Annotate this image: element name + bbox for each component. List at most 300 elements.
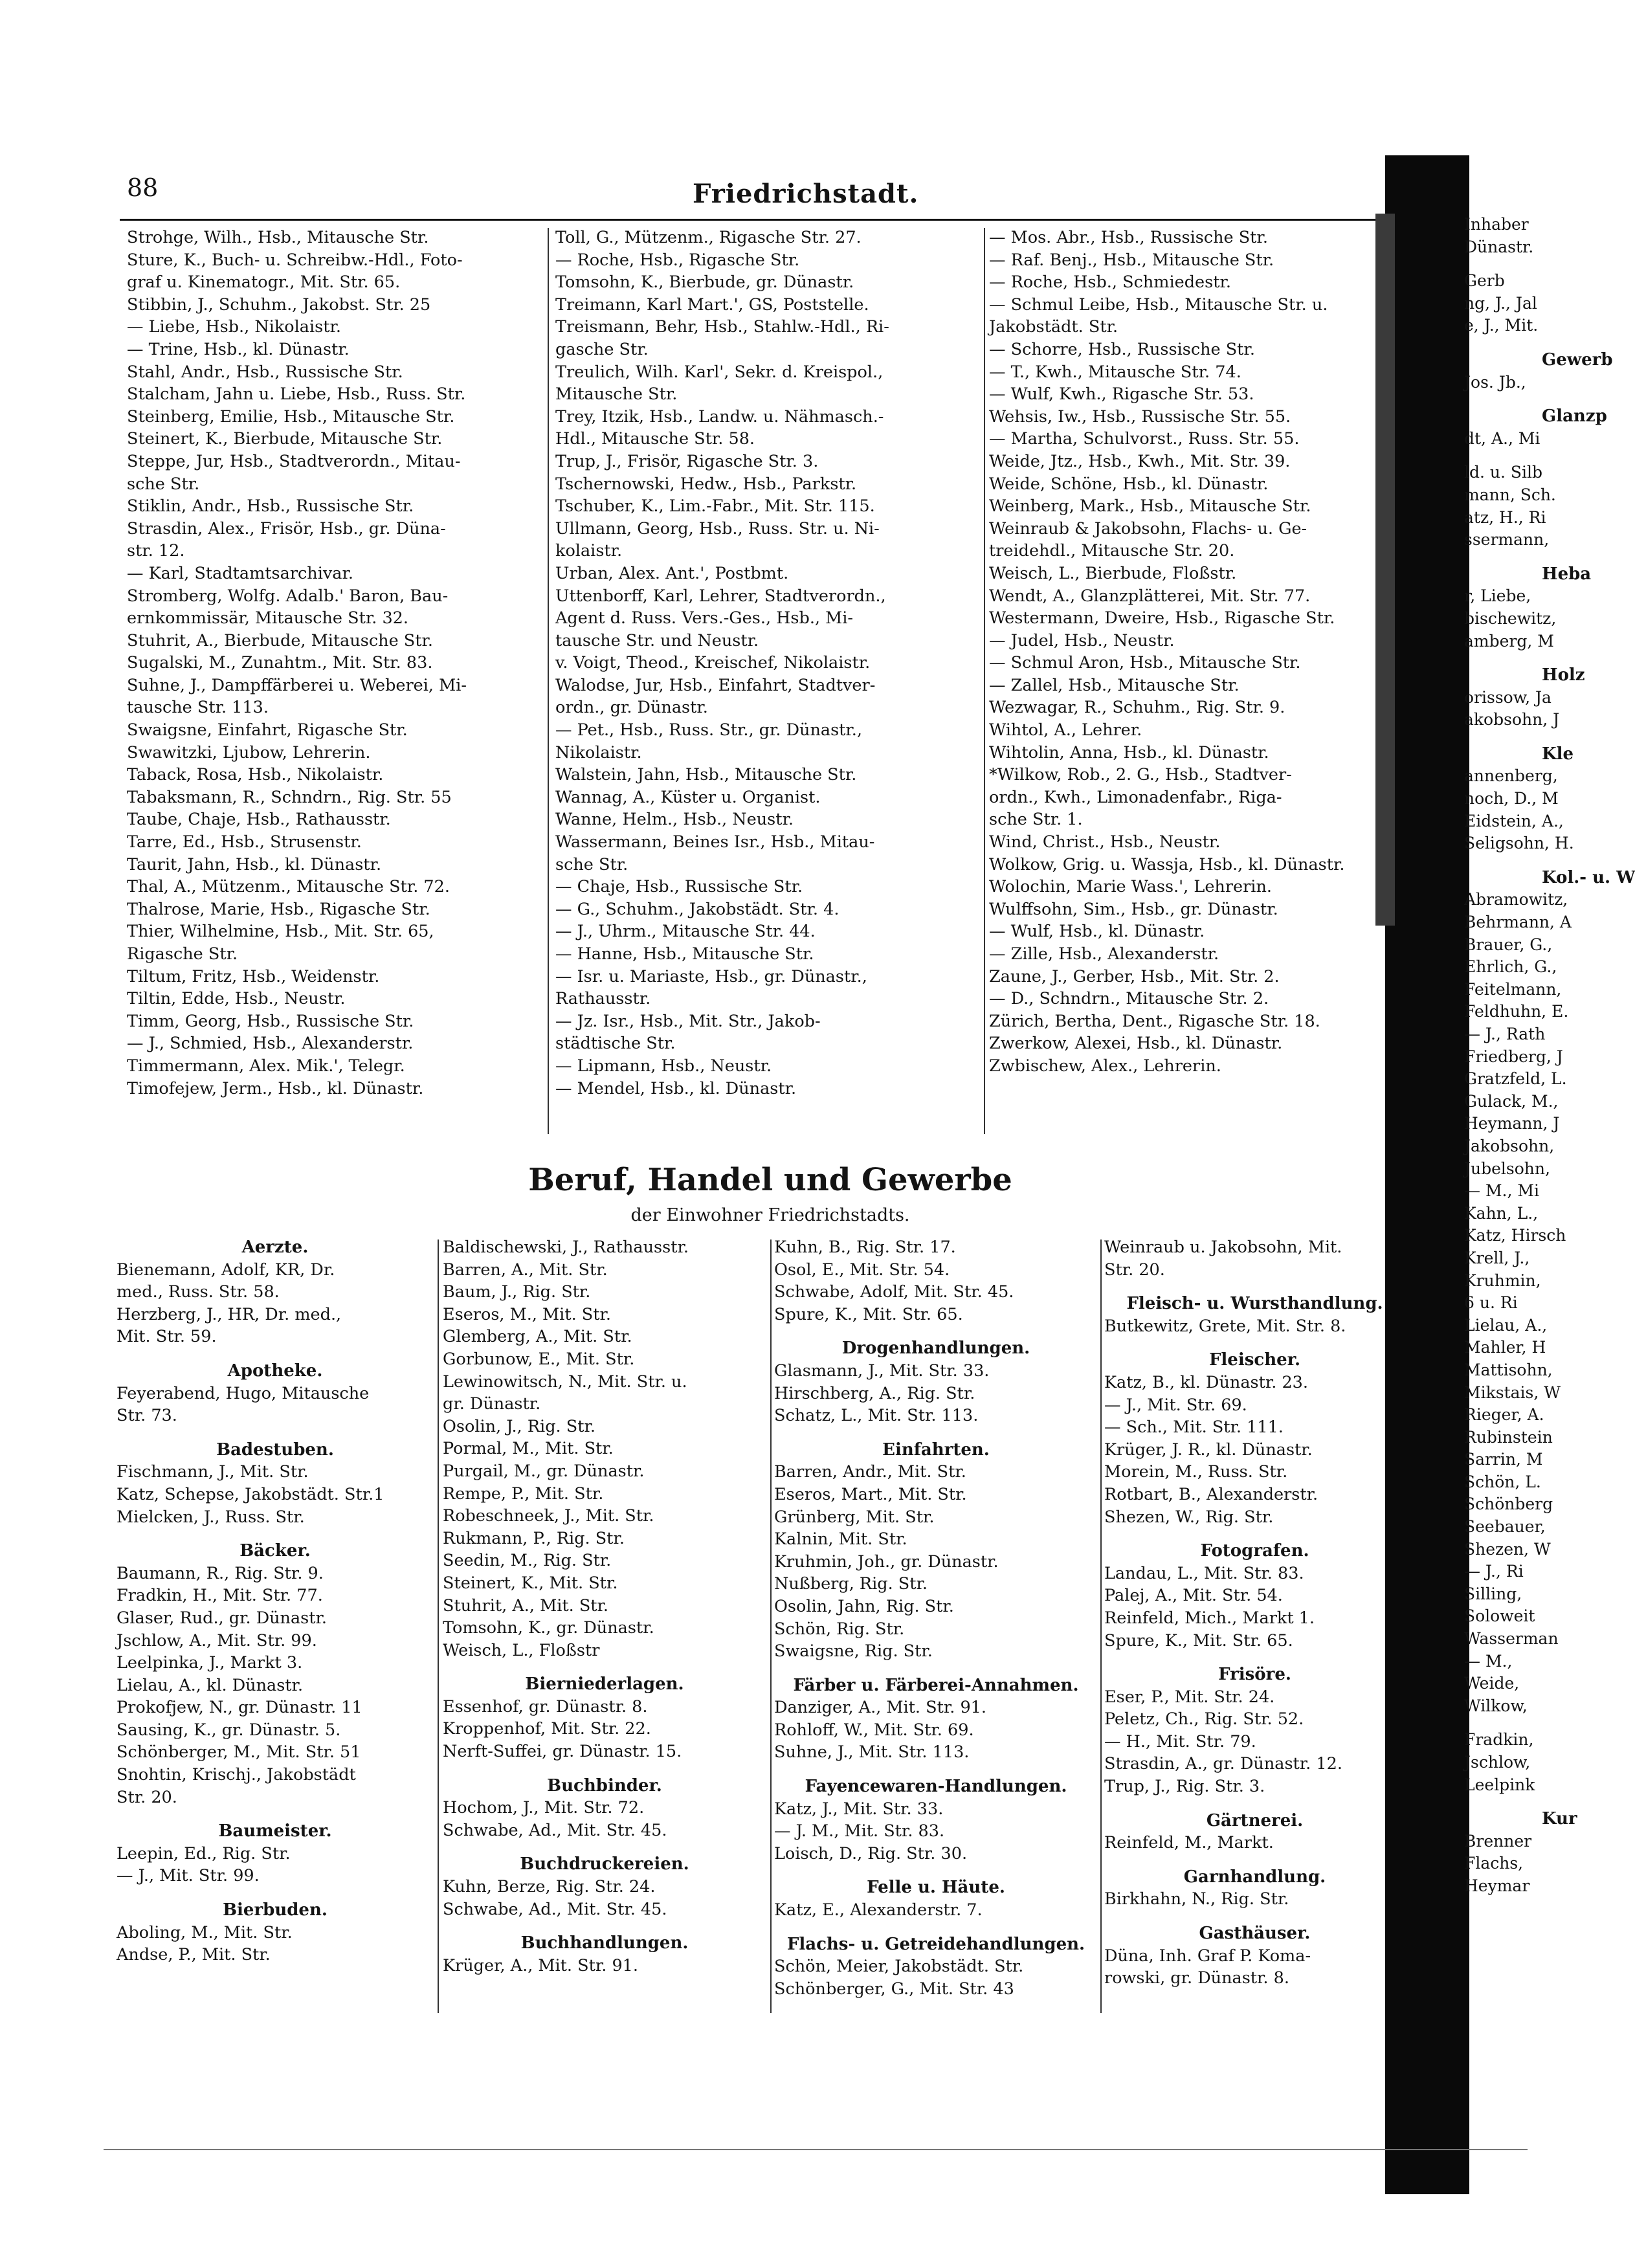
- spacer: [1464, 731, 1605, 743]
- trade-column-1: [117, 1236, 434, 1966]
- directory-entry: Agent d. Russ. Vers.-Ges., Hsb., Mi-: [555, 608, 854, 628]
- listing-entry: Jschlow,: [1464, 1753, 1531, 1772]
- column-divider: [984, 228, 985, 1134]
- listing-entry: mann, Sch.: [1464, 485, 1556, 504]
- bottom-edge-line: [104, 2149, 1528, 2150]
- listing-entry: Lewinowitsch, N., Mit. Str. u.: [443, 1372, 687, 1392]
- directory-entry: Toll, G., Mützenm., Rigasche Str. 27.: [555, 228, 862, 247]
- directory-entry: Stromberg, Wolfg. Adalb.' Baron, Bau-: [127, 586, 449, 606]
- directory-entry: — Schorre, Hsb., Russische Str.: [989, 339, 1255, 359]
- spacer: [1464, 450, 1605, 461]
- listing-entry: Tomsohn, K., gr. Dünastr.: [443, 1618, 654, 1638]
- category-heading: Gewerb: [1542, 350, 1613, 370]
- spacer: [1464, 855, 1605, 867]
- spacer: [1464, 258, 1605, 270]
- listing-entry: Krüger, J. R., kl. Dünastr.: [1104, 1440, 1313, 1460]
- listing-entry: Baldischewski, J., Rathausstr.: [443, 1238, 689, 1257]
- listing-entry: Nußberg, Rig. Str.: [774, 1574, 928, 1594]
- listing-entry: Glasmann, J., Mit. Str. 33.: [774, 1361, 990, 1381]
- category-heading: Drogenhandlungen.: [841, 1339, 1030, 1359]
- directory-entry: ernkommissär, Mitausche Str. 32.: [127, 608, 408, 628]
- listing-entry: Snohtin, Krischj., Jakobstädt: [117, 1765, 356, 1785]
- category-heading: Bäcker.: [239, 1541, 311, 1561]
- directory-entry: Thal, A., Mützenm., Mitausche Str. 72.: [127, 877, 450, 897]
- listing-entry: orissow, Ja: [1464, 687, 1552, 707]
- category-heading: Heba: [1542, 564, 1592, 584]
- listing-entry: Kruhmin,: [1464, 1271, 1541, 1290]
- listing-entry: Schön, Rig. Str.: [774, 1619, 905, 1639]
- directory-entry: — G., Schuhm., Jakobstädt. Str. 4.: [555, 899, 840, 919]
- category-heading: Gärtnerei.: [1206, 1810, 1304, 1830]
- directory-entry: Walodse, Jur, Hsb., Einfahrt, Stadtver-: [555, 675, 876, 695]
- directory-entry: Strohge, Wilh., Hsb., Mitausche Str.: [127, 228, 429, 247]
- listing-entry: Dünastr.: [1464, 237, 1534, 256]
- resident-column-2: [555, 227, 983, 1100]
- directory-entry: treidehdl., Mitausche Str. 20.: [989, 541, 1235, 561]
- directory-entry: — Karl, Stadtamtsarchivar.: [127, 563, 353, 583]
- spacer: [774, 1865, 1098, 1876]
- listing-entry: Baumann, R., Rig. Str. 9.: [117, 1563, 324, 1583]
- directory-entry: Wendt, A., Glanzplätterei, Mit. Str. 77.: [989, 586, 1311, 606]
- listing-entry: Landau, L., Mit. Str. 83.: [1104, 1563, 1304, 1583]
- directory-entry: Wulffsohn, Sim., Hsb., gr. Dünastr.: [989, 899, 1278, 919]
- listing-entry: Fradkin, H., Mit. Str. 77.: [117, 1586, 323, 1606]
- listing-entry: Rotbart, B., Alexanderstr.: [1104, 1484, 1318, 1504]
- adjacent-page-fragment: [1464, 214, 1635, 1935]
- listing-entry: Str. 73.: [117, 1406, 177, 1426]
- listing-entry: Kuhn, B., Rig. Str. 17.: [774, 1238, 956, 1257]
- directory-entry: — Raf. Benj., Hsb., Mitausche Str.: [989, 250, 1274, 270]
- directory-entry: Westermann, Dweire, Hsb., Rigasche Str.: [989, 608, 1335, 628]
- listing-entry: Gorbunow, E., Mit. Str.: [443, 1349, 635, 1369]
- listing-entry: Leelpinka, J., Markt 3.: [117, 1653, 303, 1673]
- spacer: [774, 1922, 1098, 1933]
- directory-entry: — Hanne, Hsb., Mitausche Str.: [555, 944, 814, 964]
- listing-entry: Baum, J., Rig. Str.: [443, 1282, 591, 1302]
- listing-entry: Kalnin, Mit. Str.: [774, 1529, 907, 1550]
- directory-entry: — Chaje, Hsb., Russische Str.: [555, 877, 803, 897]
- listing-entry: Jubelsohn,: [1464, 1159, 1550, 1178]
- directory-entry: Suhne, J., Dampffärberei u. Weberei, Mi-: [127, 675, 467, 695]
- listing-entry: Gulack, M.,: [1464, 1091, 1559, 1111]
- spacer: [774, 1764, 1098, 1775]
- listing-entry: Reinfeld, M., Markt.: [1104, 1833, 1274, 1853]
- listing-entry: Eser, P., Mit. Str. 24.: [1104, 1687, 1275, 1707]
- listing-entry: Lielau, A., kl. Dünastr.: [117, 1675, 304, 1695]
- listing-entry: r, Liebe,: [1464, 586, 1531, 606]
- directory-entry: — Trine, Hsb., kl. Dünastr.: [127, 339, 350, 359]
- directory-entry: tausche Str. 113.: [127, 698, 269, 718]
- spacer: [443, 1763, 766, 1775]
- listing-entry: Palej, A., Mit. Str. 54.: [1104, 1586, 1283, 1606]
- column-divider: [438, 1240, 439, 2013]
- listing-entry: atz, H., Ri: [1464, 507, 1546, 527]
- directory-entry: — Roche, Hsb., Rigasche Str.: [555, 250, 800, 270]
- listing-entry: med., Russ. Str. 58.: [117, 1282, 280, 1302]
- listing-entry: Aboling, M., Mit. Str.: [117, 1922, 293, 1942]
- listing-entry: Jos. Jb.,: [1464, 372, 1526, 392]
- listing-entry: Reinfeld, Mich., Markt 1.: [1104, 1608, 1315, 1628]
- spacer: [443, 1920, 766, 1932]
- trade-column-3: [774, 1236, 1098, 2000]
- listing-entry: Gratzfeld, L.: [1464, 1069, 1567, 1089]
- bleed-through-shadow: [1375, 214, 1395, 926]
- category-heading: Holz: [1542, 665, 1585, 685]
- directory-entry: *Wilkow, Rob., 2. G., Hsb., Stadtver-: [989, 765, 1292, 785]
- listing-entry: Mikstais, W: [1464, 1383, 1561, 1402]
- listing-entry: Jschlow, A., Mit. Str. 99.: [117, 1630, 317, 1651]
- listing-entry: — J., Ri: [1464, 1562, 1524, 1581]
- listing-entry: Purgail, M., gr. Dünastr.: [443, 1461, 645, 1481]
- listing-entry: — M., Mi: [1464, 1181, 1539, 1201]
- directory-entry: Treismann, Behr, Hsb., Stahlw.-Hdl., Ri-: [555, 317, 889, 337]
- listing-entry: Kroppenhof, Mit. Str. 22.: [443, 1719, 651, 1739]
- spacer: [774, 1427, 1098, 1439]
- directory-entry: sche Str.: [555, 854, 628, 874]
- category-heading: Flachs- u. Getreidehandlungen.: [786, 1934, 1085, 1954]
- directory-entry: Zürich, Bertha, Dent., Rigasche Str. 18.: [989, 1011, 1320, 1031]
- listing-entry: gr. Dünastr.: [443, 1394, 541, 1414]
- listing-entry: Weide,: [1464, 1674, 1520, 1693]
- listing-entry: Schönberger, G., Mit. Str. 43: [774, 1979, 1014, 1999]
- directory-entry: städtische Str.: [555, 1034, 676, 1054]
- directory-entry: Swaigsne, Einfahrt, Rigasche Str.: [127, 720, 408, 740]
- category-heading: Apotheke.: [227, 1361, 323, 1381]
- spacer: [1464, 551, 1605, 563]
- listing-entry: Schön, Meier, Jakobstädt. Str.: [774, 1957, 1024, 1977]
- section-title: Beruf, Handel und Gewerbe: [528, 1162, 1012, 1198]
- listing-entry: Schwabe, Adolf, Mit. Str. 45.: [774, 1282, 1014, 1302]
- directory-entry: str. 12.: [127, 541, 185, 561]
- spacer: [1104, 1854, 1405, 1866]
- listing-entry: Butkewitz, Grete, Mit. Str. 8.: [1104, 1316, 1346, 1336]
- category-heading: Garnhandlung.: [1183, 1867, 1326, 1887]
- listing-entry: Kahn, L.,: [1464, 1203, 1539, 1223]
- listing-entry: Mattisohn,: [1464, 1360, 1553, 1379]
- directory-entry: Tabaksmann, R., Schndrn., Rig. Str. 55: [127, 787, 452, 807]
- directory-entry: Wassermann, Beines Isr., Hsb., Mitau-: [555, 832, 875, 852]
- trade-column-4: [1104, 1236, 1405, 1990]
- spacer: [117, 1348, 434, 1360]
- listing-entry: Düna, Inh. Graf P. Koma-: [1104, 1946, 1311, 1966]
- listing-entry: Glaser, Rud., gr. Dünastr.: [117, 1608, 328, 1628]
- category-heading: Fleischer.: [1208, 1350, 1301, 1370]
- category-heading: Kur: [1542, 1809, 1577, 1829]
- listing-entry: Heymann, J: [1464, 1114, 1560, 1133]
- directory-entry: Wihtol, A., Lehrer.: [989, 720, 1142, 740]
- directory-entry: tausche Str. und Neustr.: [555, 630, 759, 650]
- category-heading: Glanzp: [1542, 406, 1607, 427]
- listing-entry: Stuhrit, A., Mit. Str.: [443, 1595, 609, 1616]
- listing-entry: Katz, B., kl. Dünastr. 23.: [1104, 1372, 1309, 1392]
- directory-entry: Stahl, Andr., Hsb., Russische Str.: [127, 362, 403, 382]
- listing-entry: Pormal, M., Mit. Str.: [443, 1439, 614, 1459]
- directory-entry: Wind, Christ., Hsb., Neustr.: [989, 832, 1221, 852]
- directory-entry: Treimann, Karl Mart.', GS, Poststelle.: [555, 295, 869, 315]
- directory-entry: — D., Schndrn., Mitausche Str. 2.: [989, 989, 1269, 1009]
- category-heading: Felle u. Häute.: [867, 1878, 1005, 1898]
- listing-entry: Prokofjew, N., gr. Dünastr. 11: [117, 1698, 362, 1718]
- column-divider: [548, 228, 549, 1134]
- listing-entry: Jakobsohn,: [1464, 1136, 1555, 1155]
- listing-entry: — J. M., Mit. Str. 83.: [774, 1821, 945, 1841]
- category-heading: Kol.- u. W: [1542, 867, 1635, 887]
- directory-entry: Stibbin, J., Schuhm., Jakobst. Str. 25: [127, 295, 431, 315]
- listing-entry: rowski, gr. Dünastr. 8.: [1104, 1968, 1289, 1988]
- listing-entry: bischewitz,: [1464, 608, 1557, 628]
- listing-entry: Hirschberg, A., Rig. Str.: [774, 1383, 975, 1403]
- directory-entry: — Liebe, Hsb., Nikolaistr.: [127, 317, 341, 337]
- directory-entry: — Lipmann, Hsb., Neustr.: [555, 1056, 772, 1076]
- directory-entry: — Pet., Hsb., Russ. Str., gr. Dünastr.,: [555, 720, 863, 740]
- listing-entry: amberg, M: [1464, 631, 1554, 650]
- directory-entry: Wolochin, Marie Wass.', Lehrerin.: [989, 877, 1272, 897]
- listing-entry: Sarrin, M: [1464, 1450, 1543, 1469]
- category-heading: Aerzte.: [241, 1238, 309, 1257]
- listing-entry: Silling,: [1464, 1584, 1522, 1603]
- directory-entry: Tschernowski, Hedw., Hsb., Parkstr.: [555, 474, 857, 494]
- listing-entry: ld. u. Silb: [1464, 463, 1543, 482]
- directory-entry: Wehsis, Iw., Hsb., Russische Str. 55.: [989, 406, 1291, 427]
- directory-entry: Uttenborff, Karl, Lehrer, Stadtverordn.,: [555, 586, 886, 606]
- directory-entry: — Wulf, Kwh., Rigasche Str. 53.: [989, 384, 1254, 405]
- category-heading: Gasthäuser.: [1199, 1924, 1311, 1944]
- spacer: [1464, 1717, 1605, 1729]
- directory-entry: ordn., gr. Dünastr.: [555, 698, 708, 718]
- listing-entry: Lielau, A.,: [1464, 1315, 1548, 1335]
- directory-entry: Tiltum, Fritz, Hsb., Weidenstr.: [127, 966, 380, 986]
- listing-entry: Robeschneek, J., Mit. Str.: [443, 1506, 654, 1526]
- directory-entry: Steppe, Jur, Hsb., Stadtverordn., Mitau-: [127, 451, 461, 471]
- listing-entry: Schwabe, Ad., Mit. Str. 45.: [443, 1820, 667, 1840]
- directory-entry: — Zallel, Hsb., Mitausche Str.: [989, 675, 1240, 695]
- category-heading: Frisöre.: [1218, 1665, 1291, 1685]
- listing-entry: Schönberg: [1464, 1495, 1553, 1514]
- category-heading: Bierbuden.: [223, 1900, 328, 1920]
- directory-entry: Zaune, J., Gerber, Hsb., Mit. Str. 2.: [989, 966, 1280, 986]
- listing-entry: — J., Rath: [1464, 1025, 1546, 1043]
- listing-entry: Str. 20.: [117, 1787, 177, 1807]
- listing-entry: ng, J., Jal: [1464, 293, 1537, 313]
- column-divider: [1100, 1240, 1102, 2013]
- listing-entry: Schatz, L., Mit. Str. 113.: [774, 1406, 979, 1426]
- listing-entry: — Sch., Mit. Str. 111.: [1104, 1418, 1284, 1438]
- category-heading: Fleisch- u. Wursthandlung.: [1126, 1294, 1383, 1314]
- listing-entry: Katz, J., Mit. Str. 33.: [774, 1799, 944, 1819]
- listing-entry: Flachs,: [1464, 1854, 1524, 1873]
- listing-entry: Barren, A., Mit. Str.: [443, 1260, 608, 1280]
- directory-entry: Steinberg, Emilie, Hsb., Mitausche Str.: [127, 406, 455, 427]
- listing-entry: Inhaber: [1464, 215, 1529, 234]
- directory-entry: Mitausche Str.: [555, 384, 678, 405]
- listing-entry: Leepin, Ed., Rig. Str.: [117, 1843, 291, 1863]
- listing-entry: Steinert, K., Mit. Str.: [443, 1573, 618, 1593]
- listing-entry: Glemberg, A., Mit. Str.: [443, 1327, 632, 1347]
- listing-entry: Seligsohn, H.: [1464, 834, 1574, 853]
- listing-entry: Rohloff, W., Mit. Str. 69.: [774, 1720, 974, 1740]
- directory-entry: Wannag, A., Küster u. Organist.: [555, 787, 821, 807]
- directory-entry: — J., Schmied, Hsb., Alexanderstr.: [127, 1034, 414, 1054]
- listing-entry: Feldhuhn, E.: [1464, 1002, 1569, 1021]
- listing-entry: Krüger, A., Mit. Str. 91.: [443, 1955, 639, 1975]
- directory-entry: kolaistr.: [555, 541, 623, 561]
- directory-entry: Walstein, Jahn, Hsb., Mitausche Str.: [555, 765, 857, 785]
- directory-entry: Wezwagar, R., Schuhm., Rig. Str. 9.: [989, 698, 1285, 718]
- directory-entry: Stalcham, Jahn u. Liebe, Hsb., Russ. Str.: [127, 384, 466, 405]
- directory-entry: Tiltin, Edde, Hsb., Neustr.: [127, 989, 346, 1009]
- listing-entry: Mit. Str. 59.: [117, 1327, 217, 1347]
- listing-entry: Heymar: [1464, 1876, 1530, 1895]
- listing-entry: Spure, K., Mit. Str. 65.: [774, 1304, 963, 1324]
- listing-entry: — M.,: [1464, 1651, 1513, 1671]
- listing-entry: Behrmann, A: [1464, 913, 1572, 932]
- category-heading: Fotografen.: [1200, 1541, 1309, 1561]
- listing-entry: Danziger, A., Mit. Str. 91.: [774, 1698, 987, 1718]
- directory-entry: Hdl., Mitausche Str. 58.: [555, 429, 755, 449]
- listing-entry: Seedin, M., Rig. Str.: [443, 1551, 612, 1571]
- listing-entry: Rempe, P., Mit. Str.: [443, 1484, 604, 1504]
- directory-entry: Weinberg, Mark., Hsb., Mitausche Str.: [989, 496, 1311, 517]
- directory-entry: Wihtolin, Anna, Hsb., kl. Dünastr.: [989, 742, 1269, 762]
- directory-entry: graf u. Kinematogr., Mit. Str. 65.: [127, 272, 401, 293]
- listing-entry: Fischmann, J., Mit. Str.: [117, 1462, 309, 1482]
- listing-entry: Rieger, A.: [1464, 1405, 1544, 1425]
- listing-entry: Bienemann, Adolf, KR, Dr.: [117, 1260, 335, 1280]
- listing-entry: Schwabe, Ad., Mit. Str. 45.: [443, 1899, 667, 1919]
- directory-entry: Tarre, Ed., Hsb., Strusenstr.: [127, 832, 362, 852]
- listing-entry: akobsohn, J: [1464, 710, 1560, 729]
- bleed-through-band: [1385, 155, 1469, 2194]
- listing-entry: Feyerabend, Hugo, Mitausche: [117, 1383, 370, 1403]
- spacer: [117, 1887, 434, 1899]
- directory-entry: Nikolaistr.: [555, 742, 642, 762]
- listing-entry: Essenhof, gr. Dünastr. 8.: [443, 1696, 648, 1717]
- listing-entry: Brauer, G.,: [1464, 935, 1553, 954]
- listing-entry: Morein, M., Russ. Str.: [1104, 1462, 1288, 1482]
- category-heading: Buchbinder.: [547, 1775, 662, 1796]
- spacer: [1104, 1652, 1405, 1663]
- directory-entry: Trup, J., Frisör, Rigasche Str. 3.: [555, 451, 819, 471]
- listing-entry: dt, A., Mi: [1464, 428, 1540, 448]
- listing-entry: Kruhmin, Joh., gr. Dünastr.: [774, 1551, 999, 1572]
- trade-column-2: [443, 1236, 766, 1977]
- listing-entry: Wasserman: [1464, 1629, 1559, 1649]
- listing-entry: Gerb: [1464, 271, 1505, 291]
- directory-entry: Taurit, Jahn, Hsb., kl. Dünastr.: [127, 854, 382, 874]
- listing-entry: Herzberg, J., HR, Dr. med.,: [117, 1304, 342, 1324]
- directory-entry: Treulich, Wilh. Karl', Sekr. d. Kreispol.,: [555, 362, 884, 382]
- directory-entry: — Jz. Isr., Hsb., Mit. Str., Jakob-: [555, 1011, 821, 1031]
- listing-entry: Swaigsne, Rig. Str.: [774, 1641, 933, 1662]
- directory-entry: Wanne, Helm., Hsb., Neustr.: [555, 810, 794, 830]
- directory-entry: — Judel, Hsb., Neustr.: [989, 630, 1175, 650]
- spacer: [117, 1528, 434, 1540]
- listing-entry: noch, D., M: [1464, 789, 1559, 808]
- spacer: [1104, 1911, 1405, 1922]
- directory-entry: Stiklin, Andr., Hsb., Russische Str.: [127, 496, 414, 517]
- directory-entry: Weide, Schöne, Hsb., kl. Dünastr.: [989, 474, 1269, 494]
- directory-entry: — Mos. Abr., Hsb., Russische Str.: [989, 228, 1268, 247]
- directory-entry: Steinert, K., Bierbude, Mitausche Str.: [127, 429, 443, 449]
- spacer: [774, 1326, 1098, 1337]
- directory-entry: Zwbischew, Alex., Lehrerin.: [989, 1056, 1221, 1076]
- listing-entry: Trup, J., Rig. Str. 3.: [1104, 1777, 1265, 1797]
- listing-entry: Str. 20.: [1104, 1260, 1165, 1280]
- listing-entry: Mielcken, J., Russ. Str.: [117, 1507, 305, 1527]
- directory-entry: Trey, Itzik, Hsb., Landw. u. Nähmasch.-: [555, 406, 884, 427]
- spacer: [1464, 652, 1605, 664]
- listing-entry: Osolin, J., Rig. Str.: [443, 1416, 595, 1436]
- directory-entry: — Schmul Aron, Hsb., Mitausche Str.: [989, 653, 1301, 673]
- directory-entry: Tschuber, K., Lim.-Fabr., Mit. Str. 115.: [555, 496, 875, 517]
- listing-entry: — H., Mit. Str. 79.: [1104, 1731, 1256, 1751]
- listing-entry: Eseros, M., Mit. Str.: [443, 1304, 611, 1324]
- directory-entry: Sugalski, M., Zunahtm., Mit. Str. 83.: [127, 653, 433, 673]
- directory-entry: Ullmann, Georg, Hsb., Russ. Str. u. Ni-: [555, 518, 880, 539]
- directory-entry: sche Str. 1.: [989, 810, 1083, 830]
- directory-entry: Weinraub & Jakobsohn, Flachs- u. Ge-: [989, 518, 1307, 539]
- column-divider: [770, 1240, 772, 2013]
- listing-entry: Schönberger, M., Mit. Str. 51: [117, 1742, 361, 1762]
- listing-entry: Soloweit: [1464, 1606, 1535, 1626]
- listing-entry: Sausing, K., gr. Dünastr. 5.: [117, 1720, 341, 1740]
- directory-entry: Sture, K., Buch- u. Schreibw.-Hdl., Foto-: [127, 250, 463, 270]
- directory-entry: Zwerkow, Alexei, Hsb., kl. Dünastr.: [989, 1034, 1283, 1054]
- listing-entry: Nerft-Suffei, gr. Dünastr. 15.: [443, 1742, 682, 1762]
- directory-entry: Timmermann, Alex. Mik.', Telegr.: [127, 1056, 405, 1076]
- spacer: [1104, 1281, 1405, 1293]
- listing-entry: Andse, P., Mit. Str.: [117, 1945, 271, 1965]
- spacer: [117, 1808, 434, 1820]
- section-subtitle: der Einwohner Friedrichstadts.: [630, 1205, 910, 1225]
- listing-entry: Brenner: [1464, 1831, 1532, 1851]
- spacer: [774, 1663, 1098, 1674]
- listing-entry: Wilkow,: [1464, 1696, 1528, 1715]
- directory-entry: — J., Uhrm., Mitausche Str. 44.: [555, 922, 816, 942]
- listing-entry: Mahler, H: [1464, 1338, 1546, 1357]
- listing-entry: annenberg,: [1464, 766, 1558, 786]
- category-heading: Baumeister.: [218, 1821, 332, 1841]
- directory-entry: v. Voigt, Theod., Kreischef, Nikolaistr.: [555, 653, 871, 673]
- listing-entry: Eseros, Mart., Mit. Str.: [774, 1484, 967, 1504]
- listing-entry: Fradkin,: [1464, 1730, 1534, 1750]
- listing-entry: Peletz, Ch., Rig. Str. 52.: [1104, 1709, 1304, 1729]
- category-heading: Buchhandlungen.: [520, 1933, 689, 1953]
- directory-entry: Weide, Jtz., Hsb., Kwh., Mit. Str. 39.: [989, 451, 1291, 471]
- directory-entry: — Isr. u. Mariaste, Hsb., gr. Dünastr.,: [555, 966, 867, 986]
- directory-entry: Urban, Alex. Ant.', Postbmt.: [555, 563, 789, 583]
- category-heading: Einfahrten.: [882, 1440, 990, 1460]
- directory-entry: — Zille, Hsb., Alexanderstr.: [989, 944, 1219, 964]
- resident-column-3: [989, 227, 1410, 1078]
- spacer: [1104, 1528, 1405, 1540]
- listing-entry: Katz, Schepse, Jakobstädt. Str.1: [117, 1484, 384, 1504]
- listing-entry: Abramowitz,: [1464, 890, 1568, 909]
- listing-entry: Feitelmann,: [1464, 979, 1562, 999]
- listing-entry: Strasdin, A., gr. Dünastr. 12.: [1104, 1754, 1342, 1774]
- directory-entry: Thier, Wilhelmine, Hsb., Mit. Str. 65,: [127, 922, 434, 942]
- directory-entry: Tomsohn, K., Bierbude, gr. Dünastr.: [555, 272, 854, 293]
- directory-entry: — Roche, Hsb., Schmiedestr.: [989, 272, 1231, 293]
- listing-entry: Leelpink: [1464, 1775, 1535, 1794]
- directory-entry: Thalrose, Marie, Hsb., Rigasche Str.: [127, 899, 430, 919]
- category-heading: Fayencewaren-Handlungen.: [805, 1777, 1067, 1797]
- listing-entry: Barren, Andr., Mit. Str.: [774, 1462, 966, 1482]
- running-head: Friedrichstadt.: [693, 179, 919, 209]
- listing-entry: Hochom, J., Mit. Str. 72.: [443, 1798, 645, 1818]
- listing-entry: Rukmann, P., Rig. Str.: [443, 1528, 625, 1548]
- listing-entry: Shezen, W., Rig. Str.: [1104, 1507, 1274, 1527]
